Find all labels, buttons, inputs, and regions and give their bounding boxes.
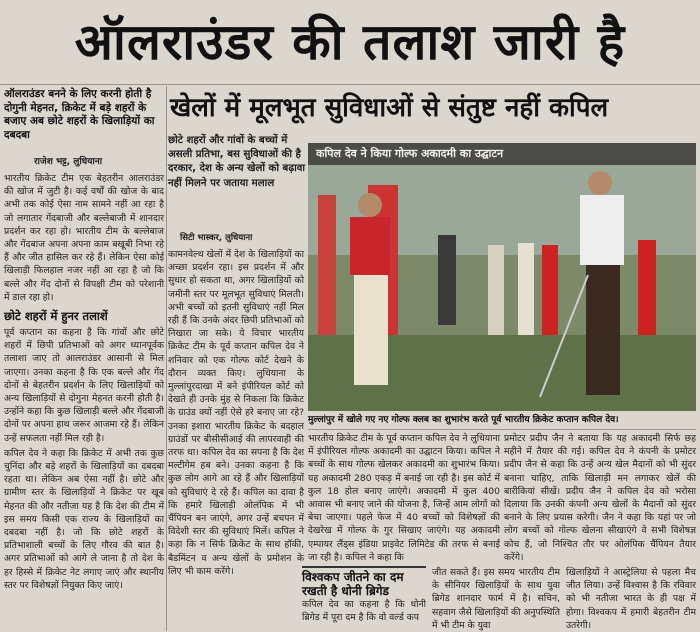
lead-kicker: ऑलराउंडर बनने के लिए करनी होती है दोगुनी मेहनत, क्रिकेट में बड़े शहरों के बजाए अब छोटे शहरों के खिलाड़ियों का दबदबा — [4, 88, 155, 141]
second-headline: खेलों में मूलभूत सुविधाओं से संतुष्ट नहीं कपिल — [170, 93, 609, 123]
lower-paragraph: भारतीय क्रिकेट टीम के पूर्व कप्तान कपिल देव ने लुधियाना में इंपीरियल गोल्फ अकादमी का उद्घाटन किया। कपिल ने बच्चों के साथ गोल्फ खेलकर अकादमी का शुभारंभ किया। यह अकादमी 280 एकड़ में बनाई जा रही है। इस कोर्ट में कुल 18 होल बनाए जाएंगे। अकादमी में कुल 400 आवास भी बनाए जाने की योजना है, जिन्हें आम लोगों को बेचा जाएगा। पहले फेज में 40 बच्चों को विशेषज्ञों की देखरेख में गोल्फ के गुर सिखाए जाएंगे। यह अकादमी एम्पायर लैंड्स इंडिया प्राइवेट लिमिटेड की तरफ से बनाई जा रही है। कपिल ने कहा कि — [308, 433, 500, 563]
lead-paragraph: पूर्व कप्तान का कहना है कि गांवों और छोटे शहरों में छिपी प्रतिभाओं को अगर ध्यानपूर्वक तलाशा जाए तो आलराउंडर आसानी से मिल जाएगा। उनका कहना है कि एक बल्ले और गेंद दोनों से बेहतरीन प्रदर्शन के लिए खिलाड़ियों को अन्य खिलाड़ियों से दोगुना मेहनत करनी होती है। उन्होंने कहा कि कुछ खिलाड़ी बल्ले और गेंदबाजी दोनों पर अपना हाथ जरूर आजमा रहे हैं। लेकिन उन्हें सफलता नहीं मिल रही है। — [4, 327, 164, 444]
lower-right-body — [504, 432, 696, 564]
middle-paragraph: कामनवेल्थ खेलों में देश के खिलाड़ियों का अच्छा प्रदर्शन रहा। इस प्रदर्शन में और सुधार हो सकता था, अगर खिलाड़ियों को जमीनी स्तर पर मूलभूत सुविधाएं मिलती। अभी बच्चों को इतनी सुविधाएं नहीं मिल रही हैं कि उनके अंदर छिपी प्रतिभाओं को निखारा जा सके। ये विचार भारतीय क्रिकेट टीम के पूर्व कप्तान कपिल देव ने शनिवार को एक गोल्फ कोर्ट देखने के दौरान व्यक्त किए। लुधियाना के मुल्लांपुरदाखा में बने इंपीरियल कोर्ट को देखते ही उनके मुंह से निकला कि क्रिकेट के ग्राउंड क्यों नहीं ऐसे हरे बनाए जा रहे? उनका इशारा भारतीय क्रिकेट के बदहाल ग्राउंडों पर बीसीसीआई की लापरवाही की तरफ था। कपिल देव का सपना है कि देश मल्टीगेम हब बने। उनका कहना है कि कुछ लोग आगे आ रहे हैं और खिलाड़ियों को सुविधाएं दे रहे हैं। कपिल का दावा है कि हमारे खिलाड़ी ओलंपिक में भी चैंपियन बन जाएंगे, अगर उन्हें बचपन में विदेशी स्तर की सुविधाएं मिलें। कपिल ने कहा कि न सिर्फ क्रिकेट के साथ हॉकी, बैडमिंटन व अन्य खेलों के प्रमोशन के लिए भी काम करेंगे। — [168, 249, 304, 577]
sidebar-body-end — [566, 566, 696, 630]
lead-subhead: छोटे शहरों में हुनर तलाशें — [4, 309, 108, 324]
sidebar-headline: विश्वकप जीतने का दम रखती है धोनी ब्रिगेड — [302, 566, 426, 598]
article-summary: छोटे शहरों और गांवों के बच्चों में असली प्रतिभा, बस सुविधाओं की है दरकार, देश के अन्य खेलों को बढ़ावा नहीं मिलने पर जताया मलाल — [168, 135, 306, 189]
column-rule — [166, 86, 167, 631]
summary-byline: सिटी भास्कर, लुधियाना — [180, 233, 253, 243]
lead-article-body — [4, 172, 164, 628]
golf-inauguration-photo — [308, 165, 696, 411]
sidebar-body-cont — [432, 566, 560, 630]
sidebar-paragraph: कपिल देव का कहना है कि धोनी ब्रिगेड में पूरा दम है कि वो वर्ल्ड कप — [302, 599, 426, 624]
photo-title: कपिल देव ने किया गोल्फ अकादमी का उद्घाटन — [308, 143, 696, 165]
lead-byline: राजेश भट्ट, लुधियाना — [34, 157, 103, 167]
headline-rule — [0, 84, 700, 85]
news-photo — [308, 143, 696, 411]
lead-paragraph: भारतीय क्रिकेट टीम एक बेहतरीन आलराउंडर की खोज में जुटी है। कई वर्षों की खोज के बाद अभी तक कोई ऐसा नाम सामने नहीं आ रहा है जो लगातार गेंदबाजी और बल्लेबाजी में शानदार प्रदर्शन कर रहा हो। भारतीय टीम के बल्लेबाज और गेंदबाज अपना अपना काम बखूबी निभा रहे हैं और जीत हासिल कर रहे हैं। लेकिन ऐसा कोई खिलाड़ी फिलहाल नजर नहीं आ रहा है जो कि बल्ले और गेंद दोनों से विपक्षी टीम को परेशानी में डाल रहा हो। — [4, 173, 164, 303]
lower-paragraph: प्रमोटर प्रदीप जैन ने बताया कि यह अकादमी सिर्फ छह महीने में तैयार की गई। कपिल देव ने कंपनी के प्रमोटर प्रदीप जैन से कहा कि उन्हें अन्य खेल मैदानों को भी सुंदर बनाना चाहिए, ताकि खिलाड़ी मन लगाकर खेलें की बारीकियां सीखें। प्रदीप जैन ने कपिल देव को भरोसा दिलाया कि उनकी कंपनी अन्य खेलों के मैदानों को सुंदर बनाने के लिए प्रयास करेगी। जैन ने कहा कि यहां पर जो लोग बच्चों को गोल्फ खेलना सीखाएंगे वे सभी विशेषज्ञ कोच हैं, जो निश्चित तौर पर ओलंपिक चैंपियन तैयार करेंगे। — [504, 433, 696, 563]
main-headline: ऑलराउंडर की तलाश जारी है — [74, 13, 626, 71]
sidebar-paragraph: जीत सकते हैं। इस समय भारतीय टीम के सीनियर खिलाड़ियों के साथ युवा ब्रिगेड शानदार फार्म में है। सचिन, सहवाग जैसे खिलाड़ियों की अनुपस्थिति में भी टीम के युवा — [432, 567, 560, 631]
lower-left-body — [308, 432, 500, 564]
middle-article-body — [168, 248, 304, 577]
sidebar-body — [302, 598, 426, 630]
photo-caption: मुल्लांपुर में खोले गए नए गोल्फ क्लब का शुभारंभ करते पूर्व भारतीय क्रिकेट कप्तान कपिल देव। — [308, 411, 696, 430]
sidebar-paragraph: खिलाड़ियों ने आस्ट्रेलिया से पहला मैच जीत लिया। उन्हें विश्वास है कि रविवार को भी नतीजा भारत के ही पक्ष में होगा। विश्वकप में हमारी बेहतरीन टीम उतरेगी। — [566, 567, 696, 631]
lead-paragraph: कपिल देव ने कहा कि क्रिकेट में अभी तक कुछ चुनिंदा और बड़े शहरों के खिलाड़ियों का दबदबा रहता था। लेकिन अब ऐसा नहीं है। छोटे और ग्रामीण स्तर के खिलाड़ियों ने क्रिकेट पर खूब मेहनत की और नतीजा यह है कि देश की टीम में इस समय किसी एक राज्य के खिलाड़ियों का दबदबा नहीं है। जो कि छोटे शहरों के प्रतिभाशाली बच्चों के लिए गौरव की बात है। अगर प्रतिभाओं को आगे ले जाना है तो देश के हर हिस्से में क्रिकेट नेट लगाए जाएं और स्थानीय स्तर पर विशेषज्ञों नियुक्त किए जाएं। — [4, 447, 164, 591]
